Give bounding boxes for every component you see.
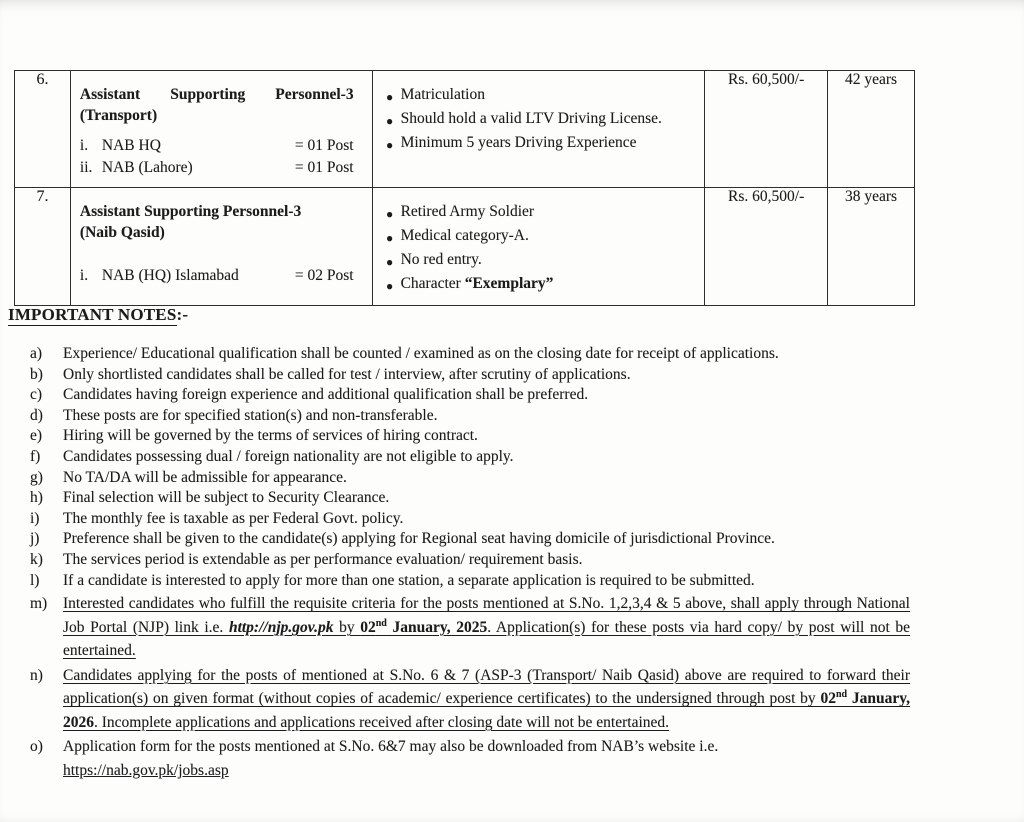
bullet-icon: ● xyxy=(385,279,394,293)
requirement-text: Matriculation xyxy=(400,86,485,103)
note-item-o xyxy=(30,735,910,782)
requirements-cell xyxy=(372,188,705,306)
note-letter: j) xyxy=(30,530,40,548)
note-item-f xyxy=(30,447,910,468)
job-posts-table xyxy=(14,70,915,306)
requirements-list xyxy=(379,84,697,156)
station-name: NAB (HQ) Islamabad xyxy=(101,267,239,284)
note-letter: l) xyxy=(30,571,40,589)
requirement-text: Character “Exemplary” xyxy=(400,275,554,292)
note-text: Only shortlisted candidates shall be called for test / interview, after scrutiny of applications. xyxy=(63,365,631,383)
requirement-text: Minimum 5 years Driving Experience xyxy=(400,134,637,151)
station-posts-count: = 01 Post xyxy=(294,137,354,154)
requirement-item xyxy=(379,84,697,108)
note-item-c xyxy=(30,385,910,406)
bullet-icon: ● xyxy=(385,114,394,128)
note-letter: f) xyxy=(30,447,41,465)
note-letter: a) xyxy=(30,345,43,362)
requirements-list xyxy=(379,201,697,297)
note-text: These posts are for specified station(s) and non-transferable. xyxy=(63,406,438,424)
requirement-text: Medical category-A. xyxy=(400,227,529,244)
station-number: i. xyxy=(79,267,89,284)
note-letter: c) xyxy=(30,386,43,404)
bullet-icon: ● xyxy=(385,207,394,221)
important-notes-heading xyxy=(8,305,188,325)
note-text: No TA/DA will be admissible for appearance. xyxy=(63,468,347,486)
post-title: Assistant Supporting Personnel-3 xyxy=(79,86,354,103)
serial-number-cell: 7. xyxy=(15,188,71,306)
note-letter: h) xyxy=(30,489,43,507)
note-item-j xyxy=(30,529,910,550)
note-letter: d) xyxy=(30,406,43,424)
requirement-item xyxy=(379,273,697,297)
station-number: ii. xyxy=(79,159,93,176)
station-line xyxy=(80,265,354,287)
station-line xyxy=(80,135,354,157)
note-text: Preference shall be given to the candidate(s) applying for Regional seat having domicile of jurisdictional Province. xyxy=(63,530,775,548)
salary-cell: Rs. 60,500/- xyxy=(705,188,828,306)
note-item-g xyxy=(30,468,910,489)
post-subtitle: (Naib Qasid) xyxy=(79,224,165,241)
note-text: The services period is extendable as per performance evaluation/ requirement basis. xyxy=(63,550,583,568)
note-text: Application form for the posts mentioned at S.No. 6&7 may also be downloaded from NAB’s website i.e. https://nab.gov.pk/jobs.asp xyxy=(63,738,719,779)
bullet-icon: ● xyxy=(385,90,394,104)
bullet-icon: ● xyxy=(385,255,394,269)
station-number: i. xyxy=(79,137,89,154)
note-item-b xyxy=(30,365,910,386)
note-text: If a candidate is interested to apply for more than one station, a separate application is required to be submitted. xyxy=(63,571,755,589)
note-text: The monthly fee is taxable as per Federal Govt. policy. xyxy=(63,509,404,527)
njp-url-link: http://njp.gov.pk xyxy=(228,618,334,636)
station-name: NAB HQ xyxy=(101,137,161,154)
note-letter: o) xyxy=(30,738,43,756)
note-letter: g) xyxy=(30,468,43,486)
post-title: Assistant Supporting Personnel-3 xyxy=(79,203,302,220)
stations-list xyxy=(80,265,354,287)
note-text: Experience/ Educational qualification shall be counted / examined as on the closing date for receipt of applications. xyxy=(63,345,779,362)
note-letter: m) xyxy=(30,595,48,613)
serial-number-cell: 6. xyxy=(15,71,71,188)
table-row xyxy=(15,71,915,188)
bullet-icon: ● xyxy=(385,231,394,245)
notes-list xyxy=(30,344,910,782)
note-text: Candidates applying for the posts of mentioned at S.No. 6 & 7 (ASP-3 (Transport/ Naib Qasid) above are required to forward their application(s) on given format (without copies of academic/ experience certificates) to the undersigned through post by 02nd January, 2026. Incomplete applications and applications received after closing date will not be entertained. xyxy=(63,666,911,731)
note-letter: e) xyxy=(30,427,43,445)
note-text: Interested candidates who fulfill the requisite criteria for the posts mentioned at S.No. 1,2,3,4 & 5 above, shall apply through National Job Portal (NJP) link i.e. http://njp.gov.pk by 02nd January, 2025. Application(s) for these posts via hard copy/ by post will not be entertained. xyxy=(63,595,911,660)
post-cell xyxy=(70,71,372,188)
note-letter: k) xyxy=(30,550,43,568)
note-item-a xyxy=(30,344,910,365)
note-text: Hiring will be governed by the terms of services of hiring contract. xyxy=(63,427,478,445)
age-limit-cell: 42 years xyxy=(828,71,915,188)
note-text: Candidates possessing dual / foreign nationality are not eligible to apply. xyxy=(63,447,514,465)
heading-underlined-text: IMPORTANT NOTES xyxy=(8,305,177,324)
requirement-text: Retired Army Soldier xyxy=(400,203,535,220)
post-subtitle: (Transport) xyxy=(79,107,158,124)
station-posts-count: = 01 Post xyxy=(294,159,354,176)
note-item-k xyxy=(30,550,910,571)
note-item-m xyxy=(30,592,910,663)
requirement-text: Should hold a valid LTV Driving License. xyxy=(400,110,662,127)
note-item-l xyxy=(30,571,910,592)
note-item-e xyxy=(30,426,910,447)
note-item-i xyxy=(30,509,910,530)
note-text: Candidates having foreign experience and additional qualification shall be preferred. xyxy=(63,386,589,404)
age-limit-cell: 38 years xyxy=(828,188,915,306)
salary-cell: Rs. 60,500/- xyxy=(705,71,828,188)
note-letter: b) xyxy=(30,365,43,383)
bullet-icon: ● xyxy=(385,138,394,152)
station-name: NAB (Lahore) xyxy=(101,159,193,176)
nab-jobs-url-link: https://nab.gov.pk/jobs.asp xyxy=(63,761,229,779)
heading-tail: :- xyxy=(176,305,189,324)
requirement-text: No red entry. xyxy=(400,251,482,268)
requirement-item xyxy=(379,108,697,132)
station-posts-count: = 02 Post xyxy=(294,267,354,284)
note-letter: n) xyxy=(30,666,43,684)
requirement-item xyxy=(379,201,697,225)
post-cell xyxy=(70,188,372,306)
note-item-n xyxy=(30,664,910,735)
station-line xyxy=(80,157,354,179)
stations-list xyxy=(80,135,354,179)
note-item-d xyxy=(30,406,910,427)
requirements-cell xyxy=(372,71,705,188)
requirement-item xyxy=(379,132,697,156)
note-letter: i) xyxy=(30,509,40,527)
table-row xyxy=(15,188,915,306)
requirement-item xyxy=(379,249,697,273)
note-text: Final selection will be subject to Security Clearance. xyxy=(63,489,390,507)
requirement-item xyxy=(379,225,697,249)
note-item-h xyxy=(30,488,910,509)
